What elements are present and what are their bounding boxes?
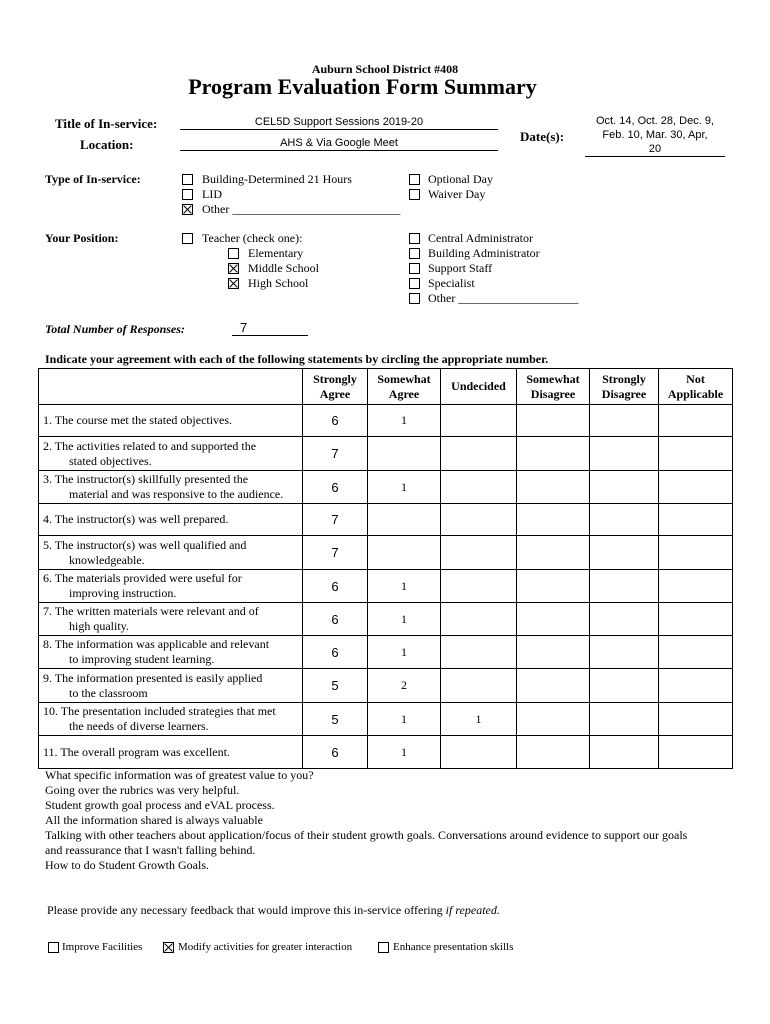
location-value: AHS & Via Google Meet: [180, 137, 498, 151]
strongly-agree-count: 7: [303, 437, 368, 471]
somewhat-agree-count: [368, 504, 441, 536]
strongly-disagree-count: [590, 471, 659, 504]
statement-text: 11. The overall program was excellent.: [43, 744, 230, 759]
undecided-count: [441, 736, 517, 769]
statement-text: 1. The course met the stated objectives.: [43, 413, 233, 427]
somewhat-disagree-count: [517, 437, 590, 471]
building-admin-checkbox[interactable]: [409, 248, 420, 259]
teacher-label: Teacher (check one):: [202, 231, 303, 245]
total-responses-label: Total Number of Responses:: [45, 322, 185, 336]
statement-text: 8. The information was applicable and relevant: [43, 637, 270, 651]
strongly-agree-count: 5: [303, 669, 368, 703]
somewhat-agree-count: 1: [368, 603, 441, 636]
header-strongly-agree: Strongly Agree: [303, 369, 368, 405]
feedback-prompt: Please provide any necessary feedback that would improve this in-service offering if repeated.: [47, 903, 500, 917]
undecided-count: [441, 636, 517, 669]
strongly-agree-count: 6: [303, 471, 368, 504]
strongly-agree-count: 7: [303, 536, 368, 570]
undecided-count: [441, 570, 517, 603]
strongly-disagree-count: [590, 736, 659, 769]
inservice-label: Title of In-service:: [55, 116, 158, 131]
strongly-disagree-count: [590, 570, 659, 603]
somewhat-agree-count: 2: [368, 669, 441, 703]
not-applicable-count: [659, 504, 733, 536]
header-somewhat-disagree: Somewhat Disagree: [517, 369, 590, 405]
statement-text: 7. The written materials were relevant and of: [43, 604, 259, 618]
type-other-checkbox[interactable]: [182, 204, 193, 215]
high-school-checkbox[interactable]: [228, 278, 239, 289]
header-not-applicable: Not Applicable: [659, 369, 733, 405]
modify-activities-checkbox[interactable]: [163, 942, 174, 953]
somewhat-agree-count: 1: [368, 736, 441, 769]
table-instruction: Indicate your agreement with each of the following statements by circling the appropriate number.: [45, 352, 549, 366]
waiver-day-label: Waiver Day: [428, 187, 486, 201]
table-header-row: [39, 369, 733, 405]
table-row: [39, 703, 733, 736]
undecided-count: [441, 471, 517, 504]
support-staff-label: Support Staff: [428, 261, 493, 275]
undecided-count: [441, 536, 517, 570]
modify-activities-label: Modify activities for greater interaction: [178, 941, 353, 953]
undecided-count: 1: [441, 703, 517, 736]
enhance-presentation-label: Enhance presentation skills: [393, 941, 514, 953]
strongly-agree-count: 6: [303, 636, 368, 669]
strongly-agree-count: 6: [303, 736, 368, 769]
not-applicable-count: [659, 736, 733, 769]
page-title: Program Evaluation Form Summary: [188, 74, 537, 99]
support-staff-checkbox[interactable]: [409, 263, 420, 274]
statement-text-continued: material and was responsive to the audience.: [69, 487, 284, 501]
statement-cell: [39, 437, 303, 471]
statement-text-continued: knowledgeable.: [69, 552, 145, 567]
somewhat-agree-count: [368, 437, 441, 471]
statement-cell: [39, 636, 303, 669]
statement-text: 4. The instructor(s) was well prepared.: [43, 512, 229, 526]
comment-line: Going over the rubrics was very helpful.: [45, 783, 240, 797]
position-other-label: Other ____________________: [428, 291, 579, 305]
header-statement: [39, 369, 303, 405]
strongly-disagree-count: [590, 536, 659, 570]
improve-facilities-checkbox[interactable]: [48, 942, 59, 953]
not-applicable-count: [659, 703, 733, 736]
undecided-count: [441, 603, 517, 636]
building-checkbox[interactable]: [182, 174, 193, 185]
somewhat-disagree-count: [517, 736, 590, 769]
not-applicable-count: [659, 536, 733, 570]
central-admin-checkbox[interactable]: [409, 233, 420, 244]
table-row: [39, 570, 733, 603]
statement-text-continued: improving instruction.: [69, 586, 177, 600]
statement-text: 2. The activities related to and supported the: [43, 438, 257, 453]
table-row: [39, 603, 733, 636]
statement-cell: [39, 603, 303, 636]
undecided-count: [441, 504, 517, 536]
elementary-checkbox[interactable]: [228, 248, 239, 259]
waiver-day-checkbox[interactable]: [409, 189, 420, 200]
elementary-label: Elementary: [248, 246, 304, 260]
type-other-label: Other ____________________________: [202, 202, 401, 216]
type-label: Type of In-service:: [45, 172, 141, 186]
not-applicable-count: [659, 603, 733, 636]
statement-cell: [39, 471, 303, 504]
statement-cell: [39, 504, 303, 536]
table-row: [39, 471, 733, 504]
high-school-label: High School: [248, 276, 309, 290]
comment-line: Talking with other teachers about application/focus of their student growth goals. Conversations around evidence to support our goals: [45, 828, 688, 842]
somewhat-agree-count: 1: [368, 636, 441, 669]
building-admin-label: Building Administrator: [428, 246, 540, 260]
location-label: Location:: [80, 137, 134, 152]
statement-cell: [39, 669, 303, 703]
strongly-agree-count: 7: [303, 504, 368, 536]
somewhat-disagree-count: [517, 504, 590, 536]
somewhat-disagree-count: [517, 636, 590, 669]
table-row: [39, 669, 733, 703]
middle-school-label: Middle School: [248, 261, 319, 275]
table-row: [39, 736, 733, 769]
middle-school-checkbox[interactable]: [228, 263, 239, 274]
table-row: [39, 405, 733, 437]
not-applicable-count: [659, 405, 733, 437]
rating-table: [38, 368, 733, 769]
header-strongly-disagree: Strongly Disagree: [590, 369, 659, 405]
somewhat-disagree-count: [517, 603, 590, 636]
strongly-agree-count: 6: [303, 603, 368, 636]
somewhat-agree-count: 1: [368, 570, 441, 603]
statement-text: 10. The presentation included strategies that met: [43, 704, 276, 718]
teacher-checkbox[interactable]: [182, 233, 193, 244]
statement-cell: [39, 536, 303, 570]
statement-cell: [39, 703, 303, 736]
strongly-agree-count: 6: [303, 405, 368, 437]
table-row: [39, 504, 733, 536]
statement-text: 6. The materials provided were useful for: [43, 571, 242, 585]
specialist-label: Specialist: [428, 276, 475, 290]
feedback-prompt-italic: if repeated.: [445, 903, 500, 917]
inservice-value: CEL5D Support Sessions 2019-20: [180, 116, 498, 130]
statement-text-continued: high quality.: [69, 619, 129, 633]
statement-text-continued: to improving student learning.: [69, 652, 215, 666]
strongly-disagree-count: [590, 405, 659, 437]
comment-line: Student growth goal process and eVAL process.: [45, 798, 275, 812]
undecided-count: [441, 405, 517, 437]
statement-cell: [39, 570, 303, 603]
dates-value: Oct. 14, Oct. 28, Dec. 9, Feb. 10, Mar. 30, Apr, 20: [585, 114, 725, 157]
table-row: [39, 437, 733, 471]
somewhat-disagree-count: [517, 669, 590, 703]
statement-text-continued: the needs of diverse learners.: [69, 719, 209, 733]
comments-question: What specific information was of greatest value to you?: [45, 768, 314, 782]
somewhat-agree-count: [368, 536, 441, 570]
statement-cell: [39, 736, 303, 769]
strongly-disagree-count: [590, 504, 659, 536]
strongly-agree-count: 6: [303, 570, 368, 603]
header-somewhat-agree: Somewhat Agree: [368, 369, 441, 405]
somewhat-agree-count: 1: [368, 405, 441, 437]
district-name: Auburn School District #408: [311, 62, 459, 76]
strongly-disagree-count: [590, 437, 659, 471]
strongly-agree-count: 5: [303, 703, 368, 736]
somewhat-disagree-count: [517, 405, 590, 437]
somewhat-agree-count: 1: [368, 703, 441, 736]
undecided-count: [441, 437, 517, 471]
comment-line: How to do Student Growth Goals.: [45, 858, 209, 872]
statement-text: 5. The instructor(s) was well qualified and: [43, 537, 247, 552]
lid-checkbox[interactable]: [182, 189, 193, 200]
somewhat-disagree-count: [517, 570, 590, 603]
statement-text: 3. The instructor(s) skillfully presented the: [43, 472, 249, 486]
statement-text: 9. The information presented is easily applied: [43, 670, 263, 685]
table-row: [39, 636, 733, 669]
statement-cell: [39, 405, 303, 437]
strongly-disagree-count: [590, 669, 659, 703]
building-label: Building-Determined 21 Hours: [202, 172, 352, 186]
optional-day-label: Optional Day: [428, 172, 493, 186]
dates-label: Date(s):: [520, 129, 565, 144]
strongly-disagree-count: [590, 636, 659, 669]
statement-text-continued: to the classroom: [69, 685, 148, 700]
lid-label: LID: [202, 187, 222, 201]
somewhat-disagree-count: [517, 703, 590, 736]
comment-line: All the information shared is always valuable: [45, 813, 263, 827]
central-admin-label: Central Administrator: [428, 231, 533, 245]
strongly-disagree-count: [590, 603, 659, 636]
table-row: [39, 536, 733, 570]
comment-line: and reassurance that I wasn't falling behind.: [45, 843, 256, 857]
somewhat-disagree-count: [517, 536, 590, 570]
header-undecided: Undecided: [441, 369, 517, 405]
enhance-presentation-checkbox[interactable]: [378, 942, 389, 953]
total-responses-value: 7: [232, 320, 308, 336]
somewhat-disagree-count: [517, 471, 590, 504]
not-applicable-count: [659, 570, 733, 603]
improve-facilities-label: Improve Facilities: [62, 941, 143, 953]
not-applicable-count: [659, 636, 733, 669]
optional-day-checkbox[interactable]: [409, 174, 420, 185]
specialist-checkbox[interactable]: [409, 278, 420, 289]
strongly-disagree-count: [590, 703, 659, 736]
position-other-checkbox[interactable]: [409, 293, 420, 304]
somewhat-agree-count: 1: [368, 471, 441, 504]
not-applicable-count: [659, 471, 733, 504]
position-label: Your Position:: [45, 231, 119, 245]
not-applicable-count: [659, 437, 733, 471]
statement-text-continued: stated objectives.: [69, 453, 152, 468]
undecided-count: [441, 669, 517, 703]
not-applicable-count: [659, 669, 733, 703]
